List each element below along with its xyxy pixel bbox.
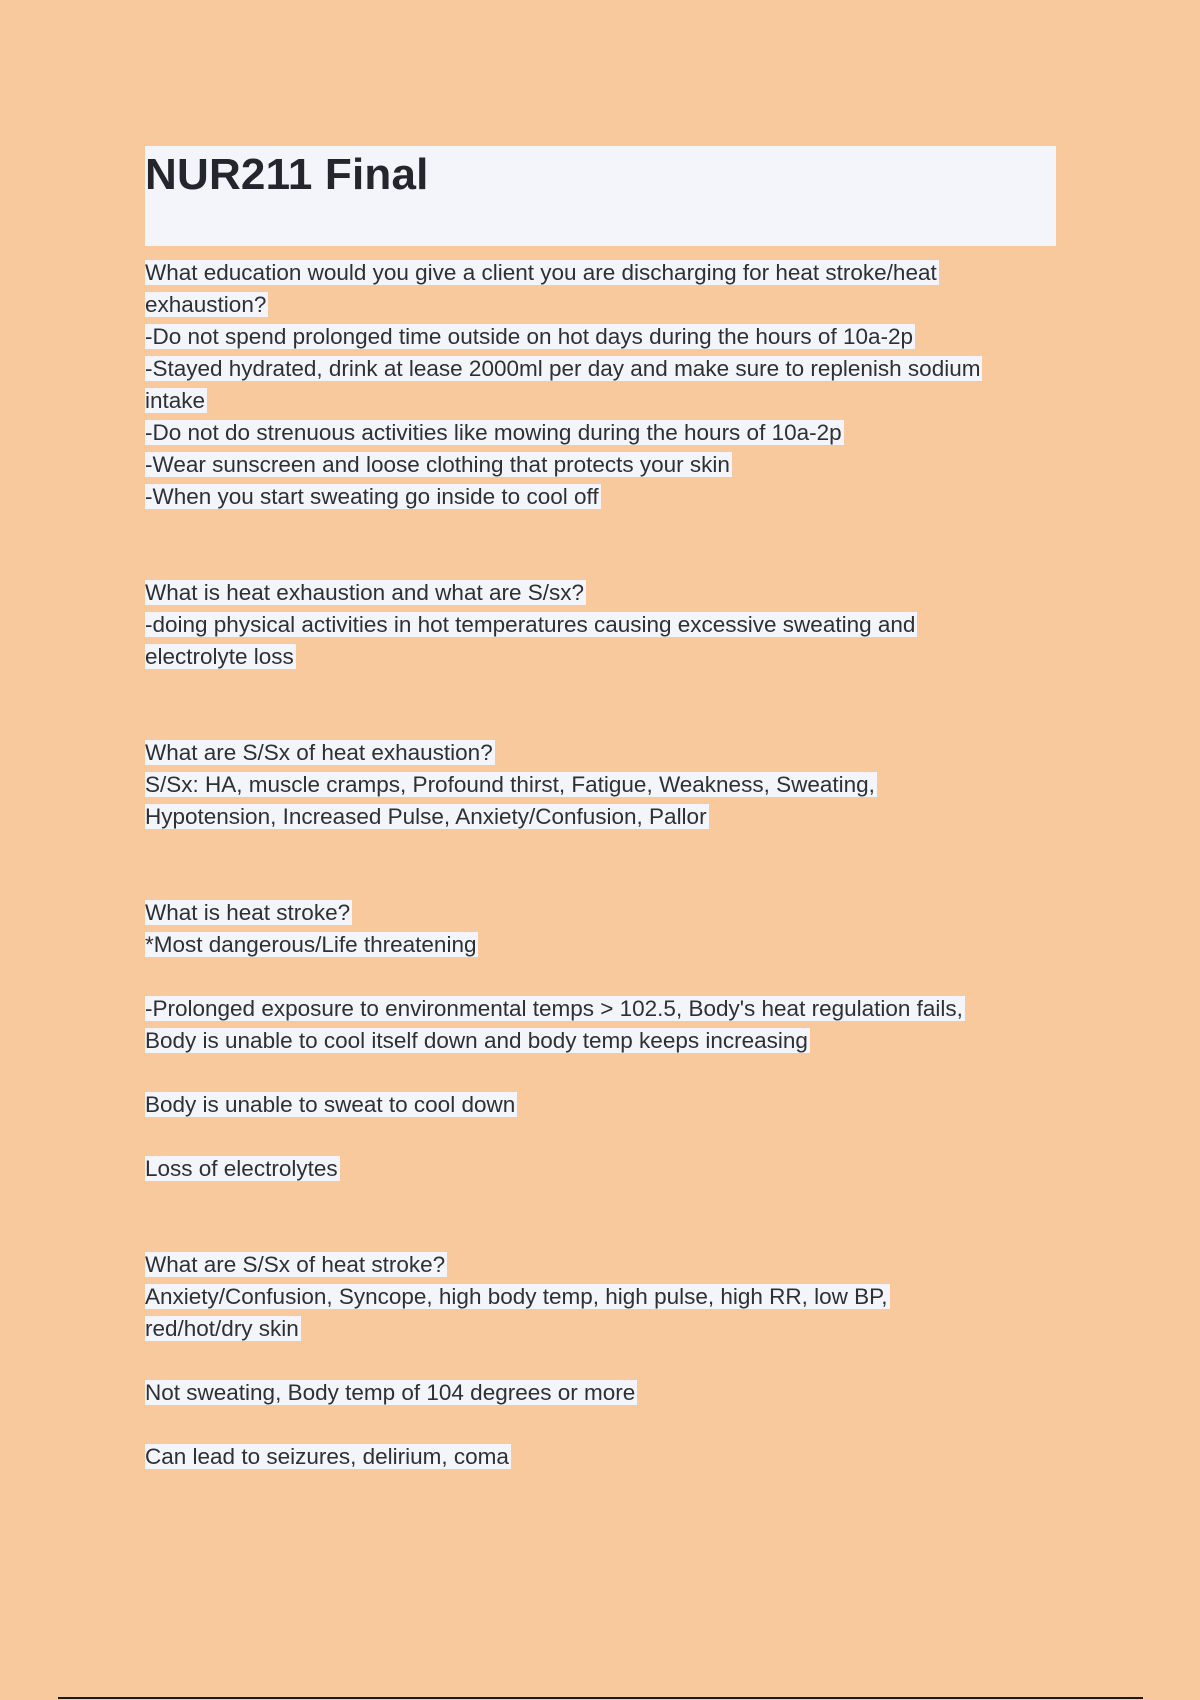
text-line [145,1153,1056,1185]
text-line [145,481,1056,513]
text-line [145,257,1056,289]
title-block [145,146,1056,246]
answer-text: Loss of electrolytes [145,1156,338,1181]
text-line [145,1089,1056,1121]
answer-text: -When you start sweating go inside to cool off [145,484,599,509]
text-line [145,1281,1056,1313]
text-line [145,321,1056,353]
text-line [145,801,1056,833]
question-text: What is heat exhaustion and what are S/sx? [145,580,585,605]
blank-line [145,1057,1056,1089]
section-heat-stroke-definition [145,897,1056,1185]
answer-text: -Do not do strenuous activities like mowing during the hours of 10a-2p [145,420,842,445]
spacer [145,1185,1056,1249]
section-heat-exhaustion-definition [145,577,1056,673]
text-line [145,897,1056,929]
text-line [145,385,1056,417]
section-heat-education [145,257,1056,513]
text-line [145,641,1056,673]
answer-text: electrolyte loss [145,644,294,669]
document-title: NUR211 Final [145,150,429,199]
answer-text: Not sweating, Body temp of 104 degrees or more [145,1380,636,1405]
text-line [145,417,1056,449]
question-text: What are S/Sx of heat exhaustion? [145,740,493,765]
text-line [145,353,1056,385]
text-line [145,289,1056,321]
answer-text: red/hot/dry skin [145,1316,299,1341]
question-text: exhaustion? [145,292,267,317]
answer-text: Hypotension, Increased Pulse, Anxiety/Confusion, Pallor [145,804,707,829]
text-line [145,577,1056,609]
spacer [145,673,1056,737]
text-line [145,993,1056,1025]
text-line [145,1441,1056,1473]
blank-line [145,961,1056,993]
question-text: What education would you give a client you are discharging for heat stroke/heat [145,260,937,285]
text-line [145,737,1056,769]
spacer [145,513,1056,577]
answer-text: Body is unable to cool itself down and body temp keeps increasing [145,1028,808,1053]
answer-text: Anxiety/Confusion, Syncope, high body temp, high pulse, high RR, low BP, [145,1284,888,1309]
page-bottom-divider [58,1697,1143,1699]
answer-text: -Wear sunscreen and loose clothing that protects your skin [145,452,730,477]
answer-text: S/Sx: HA, muscle cramps, Profound thirst, Fatigue, Weakness, Sweating, [145,772,875,797]
section-heat-exhaustion-symptoms [145,737,1056,833]
answer-text: Can lead to seizures, delirium, coma [145,1444,509,1469]
answer-text: -Prolonged exposure to environmental temps > 102.5, Body's heat regulation fails, [145,996,963,1021]
text-line [145,1377,1056,1409]
text-line [145,769,1056,801]
text-line [145,449,1056,481]
answer-text: intake [145,388,206,413]
text-line [145,929,1056,961]
blank-line [145,1121,1056,1153]
section-heat-stroke-symptoms [145,1249,1056,1473]
question-text: What is heat stroke? [145,900,351,925]
text-line [145,1025,1056,1057]
answer-text: Body is unable to sweat to cool down [145,1092,516,1117]
document-page [145,146,1056,1473]
answer-text: -doing physical activities in hot temperatures causing excessive sweating and [145,612,916,637]
question-text: What are S/Sx of heat stroke? [145,1252,446,1277]
text-line [145,609,1056,641]
document-body [145,257,1056,1473]
blank-line [145,1409,1056,1441]
text-line [145,1313,1056,1345]
spacer [145,833,1056,897]
answer-text: -Do not spend prolonged time outside on hot days during the hours of 10a-2p [145,324,914,349]
answer-text: *Most dangerous/Life threatening [145,932,477,957]
answer-text: -Stayed hydrated, drink at lease 2000ml per day and make sure to replenish sodium [145,356,981,381]
text-line [145,1249,1056,1281]
blank-line [145,1345,1056,1377]
